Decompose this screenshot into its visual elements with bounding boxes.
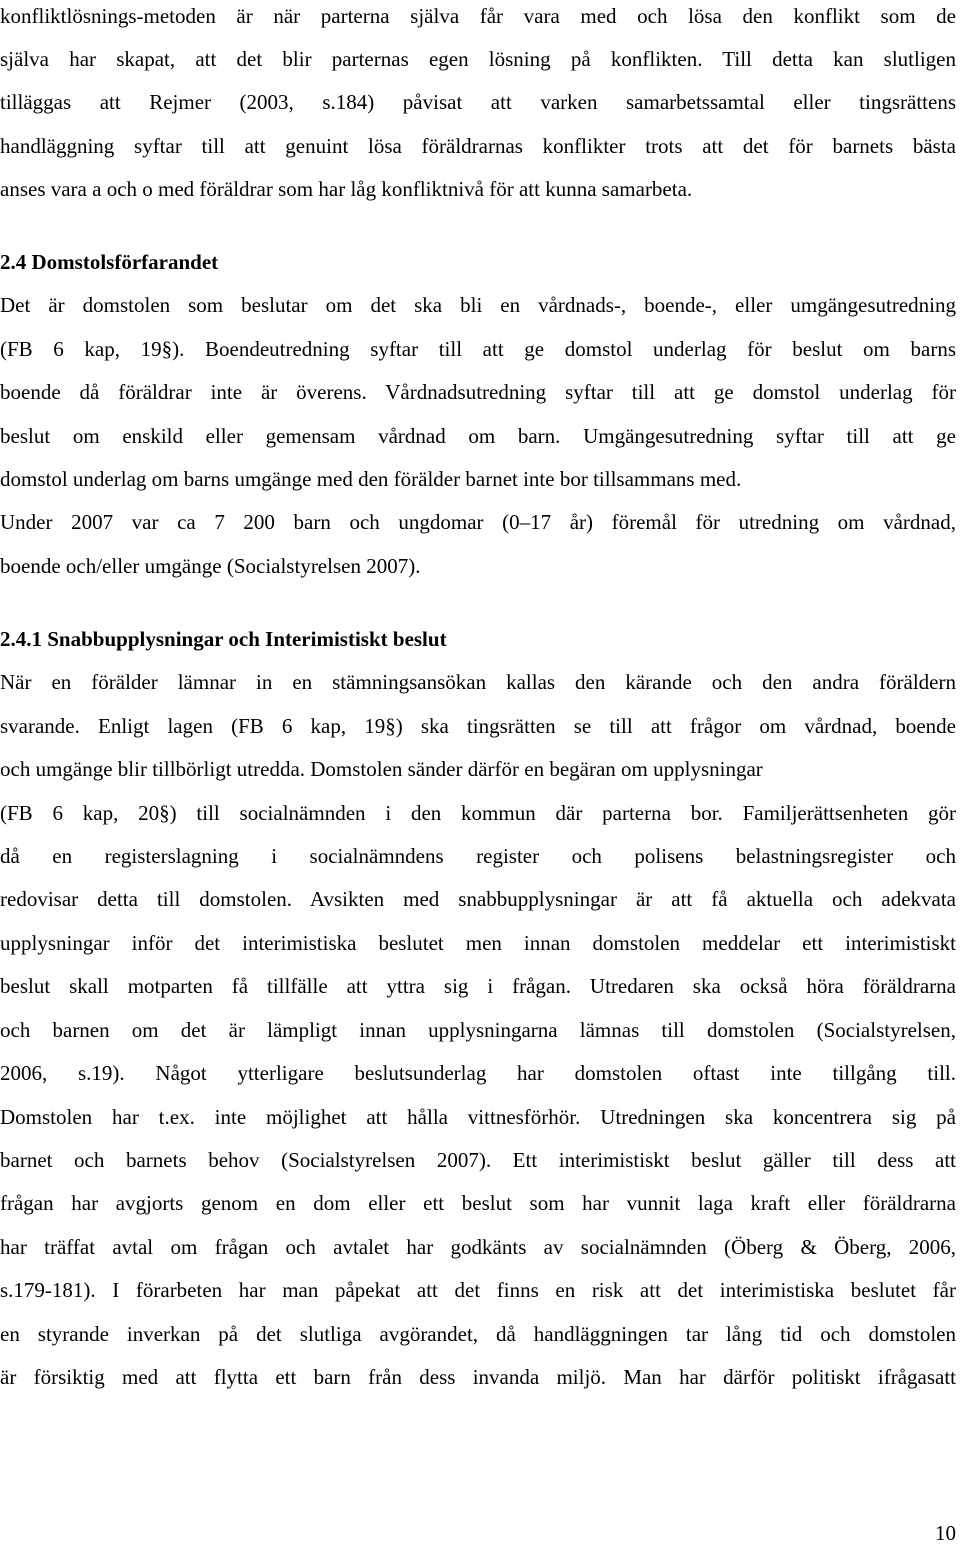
body-text-line: redovisar detta till domstolen. Avsikten med snabbupplysningar är att få aktuella och adekvata <box>0 887 956 911</box>
body-text-line: tilläggas att Rejmer (2003, s.184) påvisat att varken samarbetssamtal eller tingsrättens <box>0 90 956 114</box>
body-text-line: Det är domstolen som beslutar om det ska bli en vårdnads-, boende-, eller umgängesutredning <box>0 293 956 317</box>
body-text-line: och barnen om det är lämpligt innan upplysningarna lämnas till domstolen (Socialstyrelsen, <box>0 1018 956 1042</box>
body-text-line: beslut skall motparten få tillfälle att yttra sig i frågan. Utredaren ska också höra föräldrarna <box>0 974 956 998</box>
body-text-line: s.179-181). I förarbeten har man påpekat att det finns en risk att det interimistiska beslutet får <box>0 1278 956 1302</box>
body-text-line: barnet och barnets behov (Socialstyrelsen 2007). Ett interimistiskt beslut gäller till dess att <box>0 1148 956 1172</box>
body-text-line: svarande. Enligt lagen (FB 6 kap, 19§) ska tingsrätten se till att frågor om vårdnad, boende <box>0 714 956 738</box>
body-text-line: har träffat avtal om frågan och avtalet har godkänts av socialnämnden (Öberg & Öberg, 2006, <box>0 1235 956 1259</box>
body-text-line: konfliktlösnings-metoden är när parterna själva får vara med och lösa den konflikt som de <box>0 4 956 28</box>
page-number: 10 <box>935 1521 956 1545</box>
body-text-line: då en registerslagning i socialnämndens register och polisens belastningsregister och <box>0 844 956 868</box>
body-text-line: frågan har avgjorts genom en dom eller ett beslut som har vunnit laga kraft eller föräldrarna <box>0 1191 956 1215</box>
body-text-line: själva har skapat, att det blir parternas egen lösning på konflikten. Till detta kan slutligen <box>0 47 956 71</box>
body-text-line: (FB 6 kap, 19§). Boendeutredning syftar till att ge domstol underlag för beslut om barns <box>0 337 956 361</box>
body-text-line: är försiktig med att flytta ett barn från dess invanda miljö. Man har därför politiskt ifrågasatt <box>0 1365 956 1389</box>
body-text-line: handläggning syftar till att genuint lösa föräldrarnas konflikter trots att det för barnets bästa <box>0 134 956 158</box>
body-text-line: När en förälder lämnar in en stämningsansökan kallas den kärande och den andra föräldern <box>0 670 956 694</box>
body-text-line: 2006, s.19). Något ytterligare beslutsunderlag har domstolen oftast inte tillgång till. <box>0 1061 956 1085</box>
body-text-line: upplysningar inför det interimistiska beslutet men innan domstolen meddelar ett interimistiskt <box>0 931 956 955</box>
subsection-heading: 2.4.1 Snabbupplysningar och Interimistiskt beslut <box>0 627 447 651</box>
body-text-line: boende då föräldrar inte är överens. Vårdnadsutredning syftar till att ge domstol underlag för <box>0 380 956 404</box>
section-heading: 2.4 Domstolsförfarandet <box>0 250 219 274</box>
body-text-line: boende och/eller umgänge (Socialstyrelsen 2007). <box>0 554 421 578</box>
body-text-line: Under 2007 var ca 7 200 barn och ungdomar (0–17 år) föremål för utredning om vårdnad, <box>0 510 956 534</box>
body-text-line: en styrande inverkan på det slutliga avgörandet, då handläggningen tar lång tid och domstolen <box>0 1322 956 1346</box>
body-text-line: domstol underlag om barns umgänge med den förälder barnet inte bor tillsammans med. <box>0 467 742 491</box>
body-text-line: (FB 6 kap, 20§) till socialnämnden i den kommun där parterna bor. Familjerättsenheten gör <box>0 801 956 825</box>
body-text-line: beslut om enskild eller gemensam vårdnad om barn. Umgängesutredning syftar till att ge <box>0 424 956 448</box>
body-text-line: anses vara a och o med föräldrar som har låg konfliktnivå för att kunna samarbeta. <box>0 177 693 201</box>
body-text-line: och umgänge blir tillbörligt utredda. Domstolen sänder därför en begäran om upplysningar <box>0 757 763 781</box>
body-text-line: Domstolen har t.ex. inte möjlighet att hålla vittnesförhör. Utredningen ska koncentrera sig på <box>0 1105 956 1129</box>
